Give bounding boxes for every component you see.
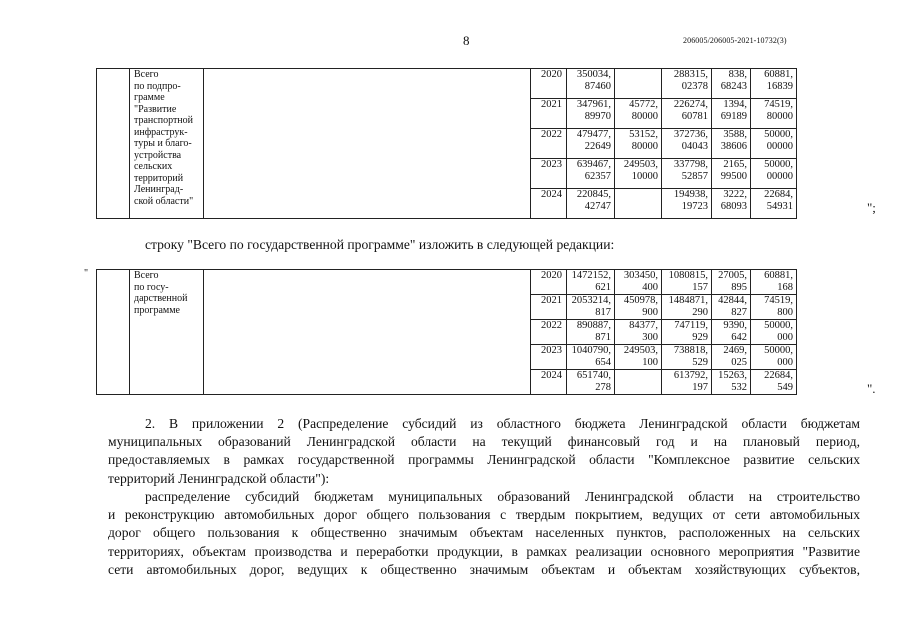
amount-line: 50000, [764, 129, 793, 140]
row-name-line: "Развитие [134, 103, 177, 115]
row-name-line: дарственной [134, 293, 188, 304]
amount-line: 168 [777, 282, 793, 293]
year-cell: 2021 [531, 99, 567, 129]
page-number: 8 [463, 33, 470, 48]
amount-line: 53152, [629, 129, 658, 140]
amount-cell-c5 [751, 99, 797, 129]
amount-line: 1472152, [571, 270, 611, 281]
amount-line: 02378 [681, 81, 708, 92]
amount-line: 827 [731, 307, 747, 318]
amount-line: 800 [777, 307, 793, 318]
amount-line: 54931 [766, 201, 793, 212]
instruction-line: строку "Всего по государственной программе" изложить в следующей редакции: [145, 237, 615, 252]
description-cell [204, 69, 531, 219]
amount-cell-c5 [751, 129, 797, 159]
amount-line: 62357 [584, 171, 611, 182]
amount-line: 45772, [629, 99, 658, 110]
description-cell [204, 270, 531, 395]
program-total-table [96, 269, 797, 395]
amount-line: 1394, [723, 99, 747, 110]
amount-cell-c1 [567, 320, 615, 345]
year-cell: 2022 [531, 320, 567, 345]
amount-line: 303450, [623, 270, 658, 281]
amount-line: 42747 [584, 201, 611, 212]
amount-line: 278 [595, 382, 611, 393]
amount-cell-c2 [615, 295, 662, 320]
amount-line: 69189 [720, 111, 747, 122]
amount-cell-c4 [712, 320, 751, 345]
amount-cell-c5 [751, 159, 797, 189]
paragraph-line: предоставляемых в рамках государственной программы Ленинградской области "Комплексное развитие сельских [108, 452, 860, 468]
amount-line: 747119, [674, 320, 708, 331]
table1-close-quote: "; [867, 200, 876, 215]
amount-line: 226274, [673, 99, 708, 110]
amount-line: 42844, [718, 295, 747, 306]
subprogram-total-table [96, 68, 797, 219]
amount-line: 15263, [718, 370, 747, 381]
amount-line: 84377, [629, 320, 658, 331]
amount-line [617, 81, 658, 93]
amount-line: 68243 [720, 81, 747, 92]
amount-cell-c5 [751, 320, 797, 345]
amount-line: 60881, [764, 270, 793, 281]
amount-line: 50000, [764, 159, 793, 170]
amount-cell-c2 [615, 370, 662, 395]
row-name-line: ской области" [134, 195, 194, 207]
paragraph-line: территорий Ленинградской области"): [108, 470, 330, 486]
amount-line: 157 [692, 282, 708, 293]
amount-line: 87460 [584, 81, 611, 92]
amount-line: 38606 [720, 141, 747, 152]
amount-cell-c2 [615, 129, 662, 159]
amount-line: 100 [642, 357, 658, 368]
amount-line: 194938, [673, 189, 708, 200]
amount-cell-c5 [751, 295, 797, 320]
amount-line: 400 [642, 282, 658, 293]
amount-line: 00000 [766, 141, 793, 152]
amount-cell-c4 [712, 189, 751, 219]
amount-line: 22684, [764, 370, 793, 381]
amount-line [617, 189, 658, 201]
paragraph-line: муниципальных образований Ленинградской области на текущий финансовый год и на плановый период, [108, 434, 860, 450]
table-row [97, 270, 797, 295]
amount-line: 249503, [623, 159, 658, 170]
amount-cell-c3 [662, 99, 712, 129]
amount-cell-c5 [751, 345, 797, 370]
amount-line: 639467, [576, 159, 611, 170]
amount-line [617, 370, 658, 382]
paragraph-distribution [108, 488, 860, 579]
amount-cell-c1 [567, 129, 615, 159]
amount-cell-c4 [712, 69, 751, 99]
row-name-line: по подпро- [134, 80, 181, 92]
amount-line: 80000 [766, 111, 793, 122]
amount-line: 347961, [576, 99, 611, 110]
amount-cell-c2 [615, 69, 662, 99]
amount-cell-c2 [615, 270, 662, 295]
amount-cell-c1 [567, 189, 615, 219]
table2-close-quote: ". [867, 381, 876, 396]
paragraph-appendix-2 [108, 415, 860, 488]
amount-line: 22684, [764, 189, 793, 200]
paragraph-line: 2. В приложении 2 (Распределение субсидий из областного бюджета Ленинградской области бюджетам [145, 416, 860, 431]
amount-line: 60881, [764, 69, 793, 80]
row-name-line: устройства [134, 149, 182, 161]
amount-line: 817 [595, 307, 611, 318]
amount-line: 025 [731, 357, 747, 368]
amount-line: 74519, [764, 295, 793, 306]
amount-cell-c4 [712, 295, 751, 320]
amount-cell-c3 [662, 270, 712, 295]
amount-cell-c3 [662, 370, 712, 395]
amount-line: 613792, [673, 370, 708, 381]
amount-line: 288315, [673, 69, 708, 80]
amount-line: 50000, [764, 345, 793, 356]
amount-cell-c1 [567, 159, 615, 189]
amount-cell-c2 [615, 189, 662, 219]
table2-open-quote: " [84, 268, 89, 279]
amount-cell-c1 [567, 270, 615, 295]
amount-line: 895 [731, 282, 747, 293]
number-cell [97, 270, 130, 395]
amount-line: 68093 [720, 201, 747, 212]
amount-cell-c1 [567, 295, 615, 320]
year-cell: 2021 [531, 295, 567, 320]
amount-cell-c4 [712, 129, 751, 159]
paragraph-line: и реконструкцию автомобильных дорог общего пользования с твердым покрытием, ведущих от сети автомобильных [108, 507, 860, 523]
row-name-line: Всего [134, 69, 159, 80]
amount-line: 890887, [576, 320, 611, 331]
amount-cell-c3 [662, 320, 712, 345]
amount-line: 450978, [623, 295, 658, 306]
paragraph-line: распределение субсидий бюджетам муниципальных образований Ленинградской области на строительство [145, 489, 860, 504]
amount-cell-c4 [712, 270, 751, 295]
row-name-line: инфраструк- [134, 126, 188, 138]
amount-line: 00000 [766, 171, 793, 182]
number-cell [97, 69, 130, 219]
amount-line [617, 69, 658, 81]
amount-line: 900 [642, 307, 658, 318]
paragraph-line: дорог общего пользования к общественно значимым объектам населенных пунктов, расположенных на сельских [108, 525, 860, 541]
amount-cell-c3 [662, 295, 712, 320]
row-name-line: Всего [134, 270, 159, 281]
amount-line: 337798, [673, 159, 708, 170]
row-name-cell [130, 270, 204, 395]
year-cell: 2022 [531, 129, 567, 159]
amount-line: 04043 [681, 141, 708, 152]
amount-cell-c2 [615, 159, 662, 189]
amount-line: 16839 [766, 81, 793, 92]
amount-line: 929 [692, 332, 708, 343]
amount-line: 60781 [681, 111, 708, 122]
amount-cell-c2 [615, 320, 662, 345]
amount-cell-c4 [712, 345, 751, 370]
row-name-line: грамме [134, 92, 165, 103]
amount-line: 3222, [723, 189, 747, 200]
paragraph-line: территориях, объектам производства и переработки продукции, в рамках реализации основного мероприятия "Развитие [108, 543, 860, 559]
document-code: 206005/206005-2021-10732(3) [683, 36, 787, 45]
amount-line: 2053214, [571, 295, 611, 306]
year-cell: 2024 [531, 189, 567, 219]
amount-line: 10000 [631, 171, 658, 182]
amount-line: 651740, [576, 370, 611, 381]
table-row [97, 69, 797, 99]
row-name-line: туры и благо- [134, 138, 192, 149]
amount-cell-c5 [751, 370, 797, 395]
amount-line: 52857 [681, 171, 708, 182]
amount-cell-c1 [567, 69, 615, 99]
amount-line: 99500 [720, 171, 747, 182]
year-cell: 2023 [531, 159, 567, 189]
amount-line: 1080815, [668, 270, 708, 281]
amount-line: 197 [692, 382, 708, 393]
amount-line: 50000, [764, 320, 793, 331]
amount-line: 80000 [631, 141, 658, 152]
amount-line: 621 [595, 282, 611, 293]
amount-cell-c2 [615, 99, 662, 129]
row-name-line: по госу- [134, 281, 169, 293]
amount-line: 654 [595, 357, 611, 368]
amount-line [617, 201, 658, 213]
amount-cell-c1 [567, 345, 615, 370]
amount-line: 2165, [723, 159, 747, 170]
amount-line: 89970 [584, 111, 611, 122]
row-name-line: территорий [134, 172, 184, 184]
row-name-line: Ленинград- [134, 184, 184, 195]
amount-line: 532 [731, 382, 747, 393]
paragraph-line: сети автомобильных дорог, ведущих к общественно значимым объектам и объектам хозяйствующих субъектов, [108, 561, 860, 577]
amount-line: 74519, [764, 99, 793, 110]
amount-line: 3588, [723, 129, 747, 140]
amount-cell-c1 [567, 370, 615, 395]
amount-cell-c3 [662, 69, 712, 99]
amount-cell-c3 [662, 345, 712, 370]
amount-cell-c5 [751, 270, 797, 295]
amount-line: 300 [642, 332, 658, 343]
amount-line: 80000 [631, 111, 658, 122]
amount-line: 838, [728, 69, 747, 80]
row-name-line: программе [134, 304, 180, 316]
amount-cell-c5 [751, 189, 797, 219]
amount-cell-c3 [662, 129, 712, 159]
amount-line: 249503, [623, 345, 658, 356]
amount-line: 2469, [723, 345, 747, 356]
amount-line: 642 [731, 332, 747, 343]
amount-cell-c4 [712, 370, 751, 395]
amount-line: 479477, [576, 129, 611, 140]
amount-line: 000 [777, 332, 793, 343]
amount-cell-c4 [712, 99, 751, 129]
amount-cell-c4 [712, 159, 751, 189]
year-cell: 2023 [531, 345, 567, 370]
amount-cell-c3 [662, 159, 712, 189]
amount-cell-c1 [567, 99, 615, 129]
amount-line: 220845, [576, 189, 611, 200]
row-name-line: сельских [134, 161, 173, 172]
row-name-cell [130, 69, 204, 219]
amount-line: 9390, [723, 320, 747, 331]
amount-line: 738818, [673, 345, 708, 356]
year-cell: 2020 [531, 69, 567, 99]
amount-cell-c3 [662, 189, 712, 219]
amount-line: 529 [692, 357, 708, 368]
amount-line: 27005, [718, 270, 747, 281]
row-name-line: транспортной [134, 115, 194, 126]
amount-cell-c2 [615, 345, 662, 370]
amount-line: 350034, [576, 69, 611, 80]
amount-line: 000 [777, 357, 793, 368]
amount-line [617, 382, 658, 394]
amount-line: 22649 [584, 141, 611, 152]
year-cell: 2020 [531, 270, 567, 295]
amount-line: 871 [595, 332, 611, 343]
amount-cell-c5 [751, 69, 797, 99]
amount-line: 290 [692, 307, 708, 318]
amount-line: 1484871, [668, 295, 708, 306]
amount-line: 1040790, [571, 345, 611, 356]
amount-line: 19723 [681, 201, 708, 212]
amount-line: 372736, [673, 129, 708, 140]
year-cell: 2024 [531, 370, 567, 395]
amount-line: 549 [777, 382, 793, 393]
